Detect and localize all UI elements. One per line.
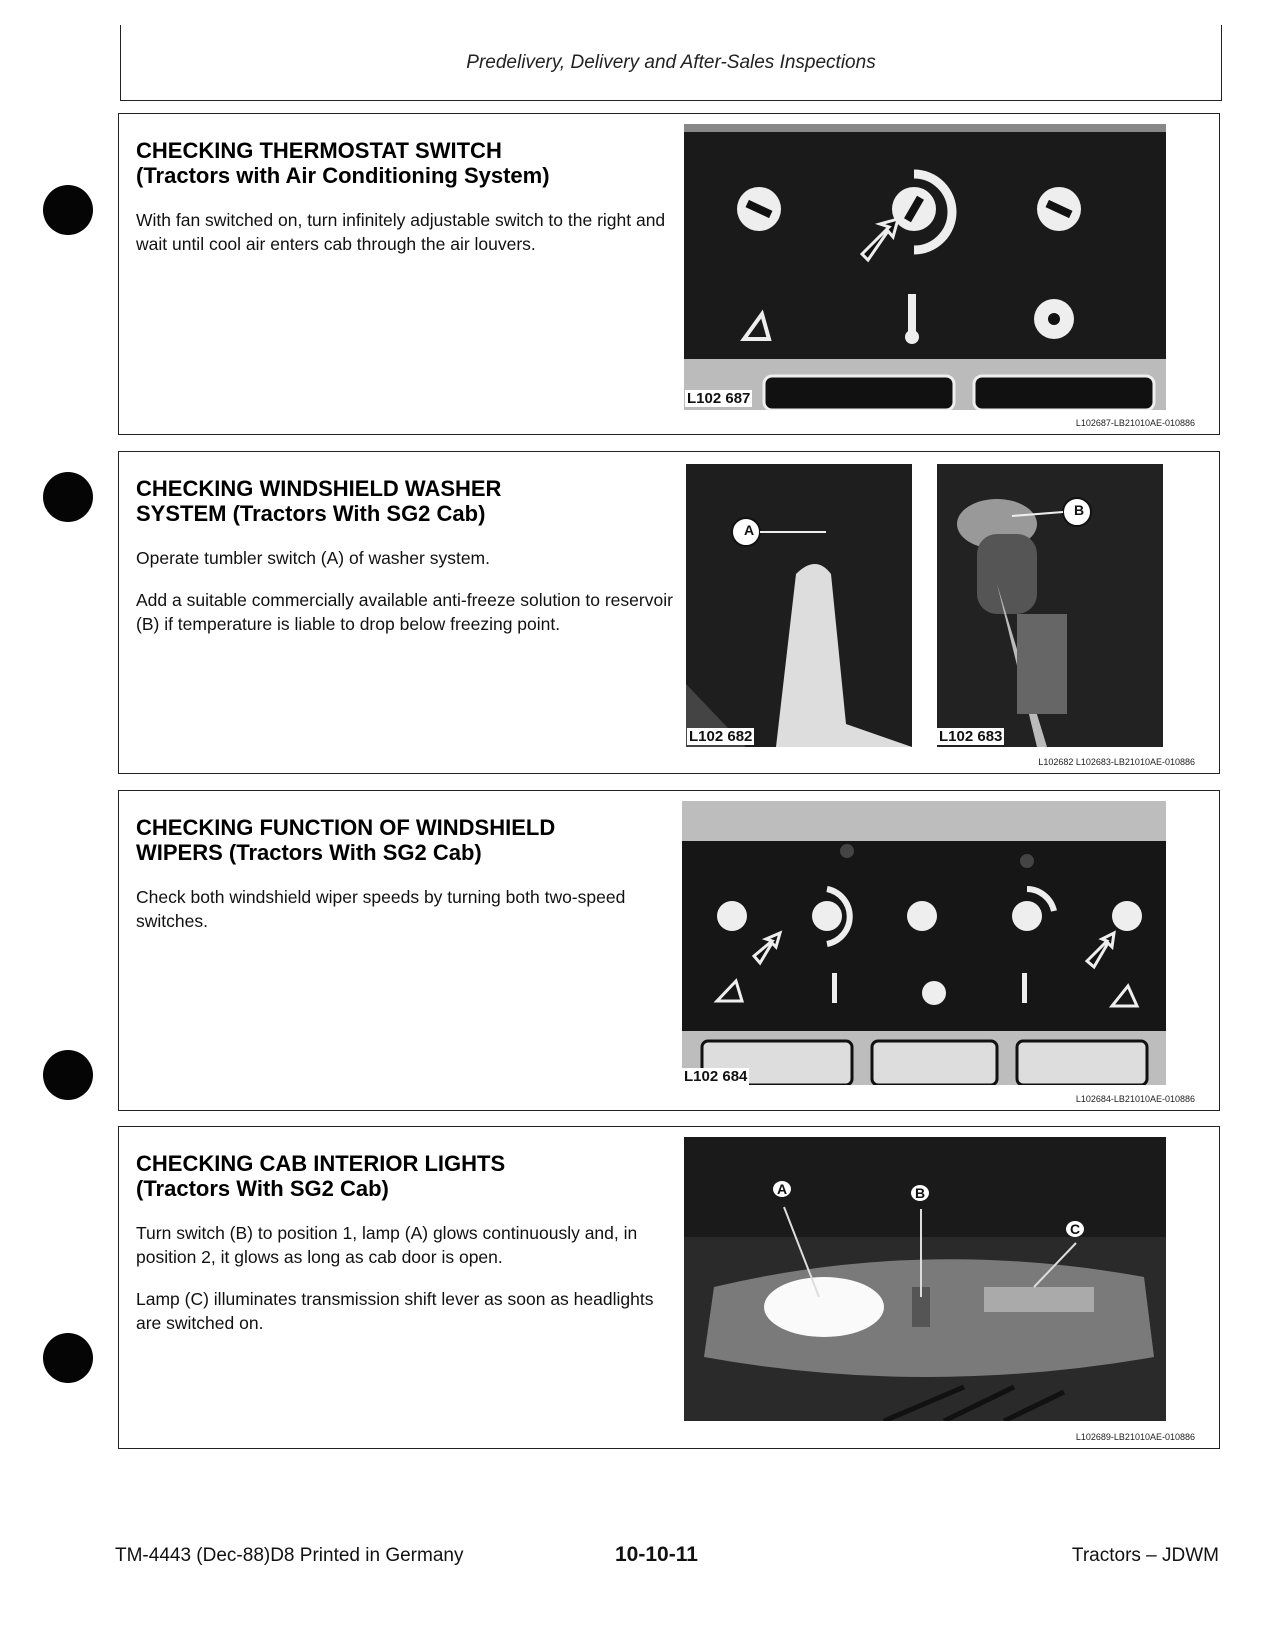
footer-manual-title: Tractors – JDWM — [1071, 1545, 1219, 1566]
figure-caption: L102682 L102683-LB21010AE-010886 — [1038, 757, 1195, 767]
figure-caption: L102689-LB21010AE-010886 — [1075, 1432, 1195, 1442]
tumbler-switch-photo — [686, 464, 912, 747]
section-title: CHECKING THERMOSTAT SWITCH (Tractors with Air Conditioning System) — [136, 138, 550, 188]
section-paragraph: Check both windshield wiper speeds by turning both two-speed switches. — [136, 887, 626, 931]
figure-caption: L102687-LB21010AE-010886 — [1075, 418, 1195, 428]
figure-label: L102 682 — [689, 728, 753, 745]
footer-page-number: 10-10-11 — [615, 1543, 698, 1566]
section-title: CHECKING CAB INTERIOR LIGHTS (Tractors With SG2 Cab) — [136, 1151, 506, 1201]
binder-hole — [43, 1333, 93, 1383]
section-paragraph: Turn switch (B) to position 1, lamp (A) glows continuously and, in position 2, it glows as long as cab door is open. — [136, 1223, 638, 1267]
wiper-switch-panel-photo — [682, 801, 1166, 1085]
binder-hole — [43, 472, 93, 522]
cab-lights-photo — [684, 1137, 1166, 1421]
header-title: Predelivery, Delivery and After-Sales Inspections — [466, 52, 876, 73]
section-thermostat-switch — [118, 113, 1220, 435]
section-windshield-wipers — [118, 790, 1220, 1111]
section-paragraph: Add a suitable commercially available anti-freeze solution to reservoir (B) if temperature is liable to drop below freezing point. — [136, 590, 673, 634]
section-title: CHECKING WINDSHIELD WASHER SYSTEM (Tractors With SG2 Cab) — [136, 476, 502, 526]
section-paragraph: Operate tumbler switch (A) of washer system. — [136, 548, 490, 568]
section-windshield-washer — [118, 451, 1220, 774]
thermostat-panel-photo — [684, 124, 1166, 410]
section-cab-interior-lights — [118, 1126, 1220, 1449]
section-paragraph: Lamp (C) illuminates transmission shift lever as soon as headlights are switched on. — [136, 1289, 654, 1333]
figure-label: L102 683 — [939, 728, 1003, 745]
figure-caption: L102684-LB21010AE-010886 — [1075, 1094, 1195, 1104]
callout-a: A — [740, 522, 758, 538]
callout-a: A — [773, 1181, 791, 1197]
callout-b: B — [1070, 502, 1088, 518]
binder-hole — [43, 1050, 93, 1100]
footer-doc-id: TM-4443 (Dec-88)D8 Printed in Germany — [115, 1545, 464, 1566]
figure-label: L102 687 — [687, 390, 751, 407]
binder-hole — [43, 185, 93, 235]
callout-b: B — [911, 1185, 929, 1201]
section-paragraph: With fan switched on, turn infinitely adjustable switch to the right and wait until cool air enters cab through the air louvers. — [136, 210, 666, 254]
page-header — [120, 25, 1222, 101]
washer-reservoir-photo — [937, 464, 1163, 747]
callout-c: C — [1066, 1221, 1084, 1237]
section-title: CHECKING FUNCTION OF WINDSHIELD WIPERS (Tractors With SG2 Cab) — [136, 815, 556, 865]
figure-label: L102 684 — [684, 1068, 748, 1085]
